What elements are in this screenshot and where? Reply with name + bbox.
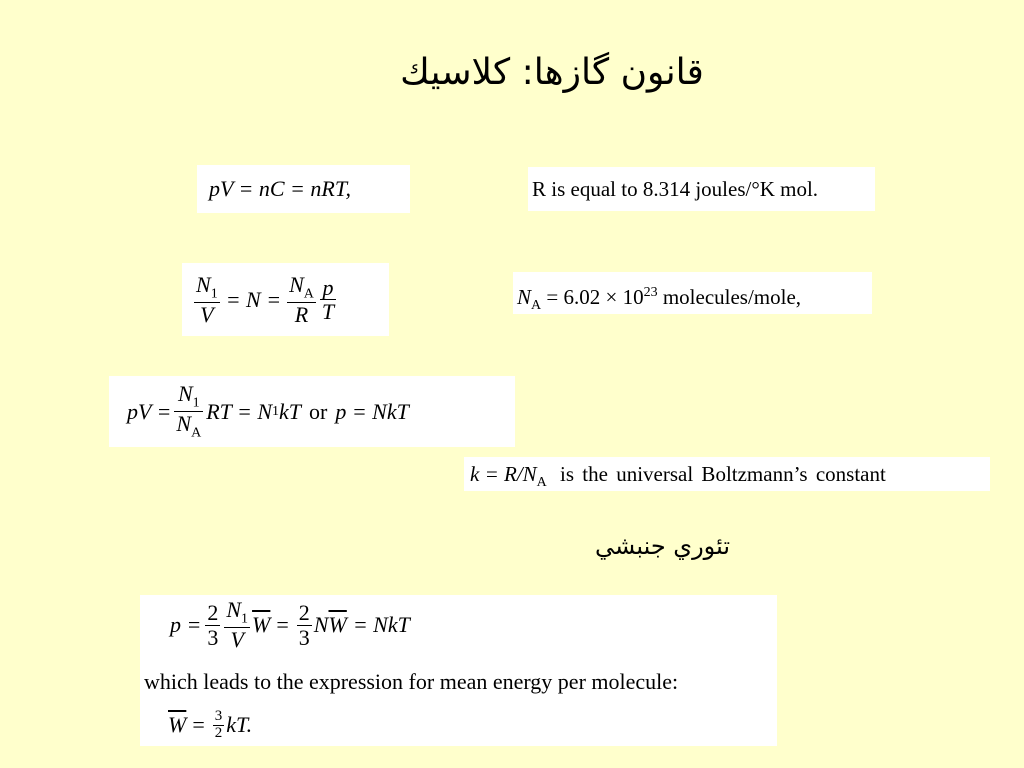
n1-over-na-fraction bbox=[174, 382, 203, 441]
number-density-equation-box bbox=[182, 263, 389, 336]
mean-energy-symbol-b: $\overline{W}$ bbox=[328, 612, 347, 637]
frac-den-symbol: N bbox=[176, 411, 192, 436]
or-word: or bbox=[309, 398, 328, 424]
mean-energy-sentence: which leads to the expression for mean energy per molecule: bbox=[144, 669, 679, 694]
kt-expression: kT bbox=[279, 398, 301, 424]
kinetic-theory-box bbox=[140, 595, 777, 746]
r-symbol: R bbox=[294, 301, 309, 327]
avogadro-symbol: N bbox=[517, 285, 532, 309]
two-thirds-b-num: 2 bbox=[298, 600, 310, 626]
ideal-gas-equation: pV = nC = nRT, bbox=[209, 176, 351, 201]
slide-title: قانون گازها: كلاسيك bbox=[400, 52, 704, 93]
rt-expression: RT = N bbox=[206, 398, 272, 424]
n1-over-v-fraction-b bbox=[224, 598, 250, 651]
p-equals: p = bbox=[170, 612, 202, 637]
gas-constant-note: R is equal to 8.314 joules/°K mol. bbox=[532, 177, 819, 201]
na-over-r-fraction bbox=[287, 273, 316, 326]
three-halves-num: 3 bbox=[214, 707, 223, 724]
avogadro-exponent: 23 bbox=[643, 285, 658, 300]
kin-n1-symbol: N bbox=[226, 597, 242, 623]
ideal-gas-equation-box bbox=[197, 165, 410, 213]
two-thirds-fraction-b bbox=[297, 601, 312, 648]
gas-constant-note-box bbox=[528, 167, 875, 211]
pressure-equation-box bbox=[109, 376, 515, 447]
three-halves-fraction bbox=[213, 709, 225, 742]
rt-subscript: 1 bbox=[272, 403, 279, 419]
boltzmann-text: is the universal Boltzmann’s constant bbox=[560, 462, 886, 486]
n1-symbol: N bbox=[196, 271, 211, 297]
v-symbol: V bbox=[200, 301, 214, 327]
mean-energy-line bbox=[168, 705, 252, 745]
kin-n1-subscript: 1 bbox=[241, 611, 249, 627]
mean-energy-symbol-a: $\overline{W}$ bbox=[252, 612, 271, 637]
mean-energy-equals: = bbox=[192, 712, 205, 737]
frac-num-symbol: N bbox=[177, 380, 193, 406]
two-thirds-fraction-a bbox=[205, 601, 220, 648]
p-symbol: p bbox=[322, 274, 334, 300]
frac-den-subscript: A bbox=[191, 425, 202, 441]
frac-num-subscript: 1 bbox=[192, 395, 200, 411]
kin-v-symbol: V bbox=[230, 627, 244, 653]
equals-n-equals: = N = bbox=[225, 286, 282, 312]
avogadro-value: = 6.02 × 10 bbox=[541, 285, 644, 309]
boltzmann-definition: k = R/N bbox=[470, 462, 537, 486]
avogadro-note-box bbox=[513, 272, 872, 314]
two-thirds-a-den: 3 bbox=[207, 624, 219, 650]
t-symbol: T bbox=[321, 299, 335, 324]
avogadro-subscript: A bbox=[531, 298, 542, 314]
p-nkt-expression: p = NkT bbox=[335, 398, 409, 424]
mean-energy-symbol-c: $\overline{W}$ bbox=[168, 712, 187, 737]
boltzmann-subscript: A bbox=[536, 475, 547, 491]
n1-over-v-fraction bbox=[194, 273, 220, 326]
na-symbol: N bbox=[289, 271, 304, 297]
kinetic-pressure-line bbox=[170, 597, 410, 653]
two-thirds-a-num: 2 bbox=[207, 600, 219, 626]
boltzmann-note-box bbox=[464, 457, 990, 491]
pv-lhs: pV = bbox=[127, 398, 172, 424]
n1-subscript: 1 bbox=[210, 286, 218, 302]
na-subscript: A bbox=[303, 286, 314, 302]
three-halves-den: 2 bbox=[214, 724, 223, 741]
kinetic-theory-subtitle: تئوري جنبشي bbox=[594, 532, 730, 560]
p-over-t-fraction bbox=[320, 276, 336, 323]
avogadro-unit: molecules/mole, bbox=[657, 285, 802, 309]
kin-n-symbol: N bbox=[313, 612, 329, 637]
kin-nkt: = NkT bbox=[352, 612, 410, 637]
two-thirds-b-den: 3 bbox=[298, 624, 310, 650]
mean-energy-kt: kT. bbox=[226, 712, 253, 737]
kin-equals: = bbox=[276, 612, 289, 637]
